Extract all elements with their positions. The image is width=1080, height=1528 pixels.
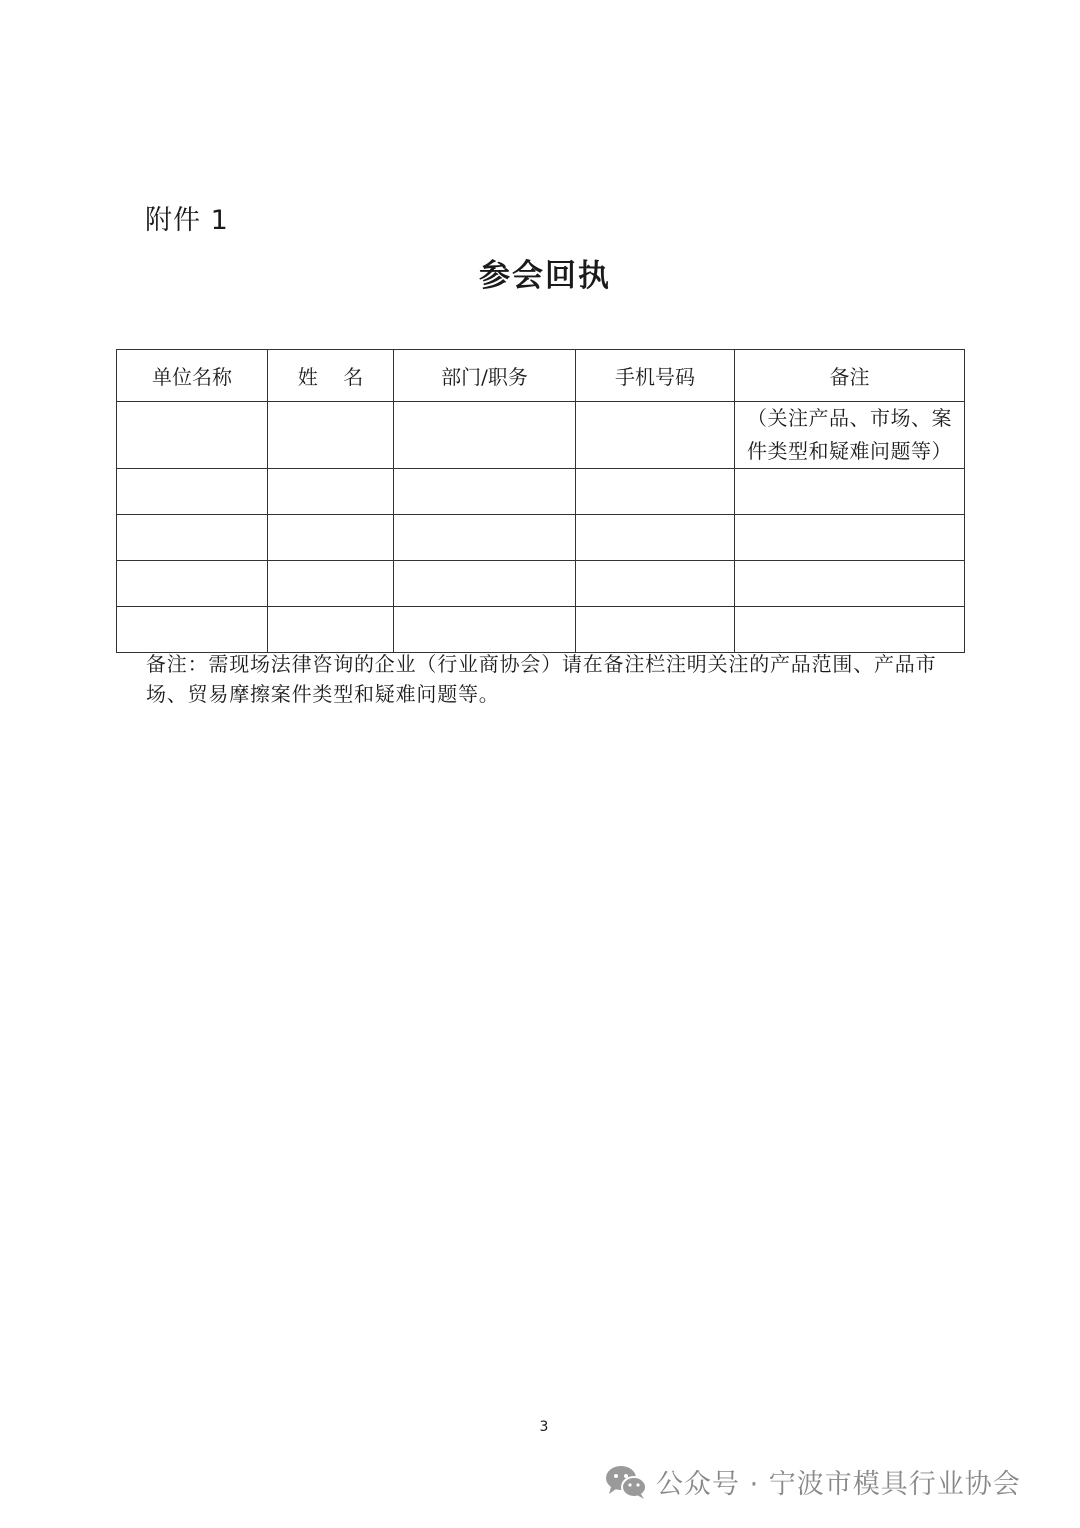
header-company-name: 单位名称 bbox=[117, 350, 268, 402]
table-row bbox=[117, 607, 965, 653]
table-cell[interactable] bbox=[576, 515, 735, 561]
table-cell[interactable] bbox=[735, 515, 965, 561]
table-cell[interactable] bbox=[268, 561, 394, 607]
table-cell[interactable] bbox=[576, 561, 735, 607]
table-cell[interactable] bbox=[268, 402, 394, 469]
header-department-title: 部门/职务 bbox=[394, 350, 576, 402]
attachment-label: 附件 1 bbox=[145, 205, 229, 236]
table-cell[interactable] bbox=[268, 469, 394, 515]
table-header-row bbox=[117, 350, 965, 402]
table-row bbox=[117, 515, 965, 561]
watermark-text: 公众号 · 宁波市模具行业协会 bbox=[656, 1469, 1021, 1500]
registration-table bbox=[116, 349, 965, 653]
table-cell[interactable] bbox=[394, 469, 576, 515]
footnote: 备注：需现场法律咨询的企业（行业商协会）请在备注栏注明关注的产品范围、产品市场、贸易摩擦案件类型和疑难问题等。 bbox=[146, 652, 937, 706]
header-mobile-number: 手机号码 bbox=[576, 350, 735, 402]
table-cell[interactable] bbox=[117, 561, 268, 607]
table-cell[interactable] bbox=[394, 515, 576, 561]
table-row bbox=[117, 402, 965, 469]
table-cell[interactable] bbox=[576, 402, 735, 469]
table-cell[interactable] bbox=[576, 469, 735, 515]
document-title: 参会回执 bbox=[479, 258, 611, 294]
table-cell[interactable] bbox=[117, 515, 268, 561]
page-number: 3 bbox=[539, 1419, 549, 1435]
table-cell[interactable] bbox=[735, 607, 965, 653]
table-cell[interactable] bbox=[394, 607, 576, 653]
header-remarks: 备注 bbox=[735, 350, 965, 402]
table-cell[interactable] bbox=[117, 402, 268, 469]
table-row bbox=[117, 469, 965, 515]
table-cell[interactable] bbox=[394, 402, 576, 469]
table-cell[interactable] bbox=[735, 469, 965, 515]
table-cell[interactable] bbox=[268, 607, 394, 653]
table-cell[interactable] bbox=[268, 515, 394, 561]
table-row bbox=[117, 561, 965, 607]
table-cell[interactable] bbox=[735, 402, 965, 469]
wechat-icon bbox=[604, 1464, 648, 1500]
table-cell[interactable] bbox=[117, 607, 268, 653]
table-cell[interactable] bbox=[394, 561, 576, 607]
table-cell[interactable] bbox=[117, 469, 268, 515]
watermark bbox=[604, 1462, 1021, 1501]
table-cell[interactable] bbox=[735, 561, 965, 607]
remark-hint: （关注产品、市场、案件类型和疑难问题等） bbox=[747, 406, 952, 463]
header-person-name: 姓 名 bbox=[268, 350, 394, 402]
table-cell[interactable] bbox=[576, 607, 735, 653]
